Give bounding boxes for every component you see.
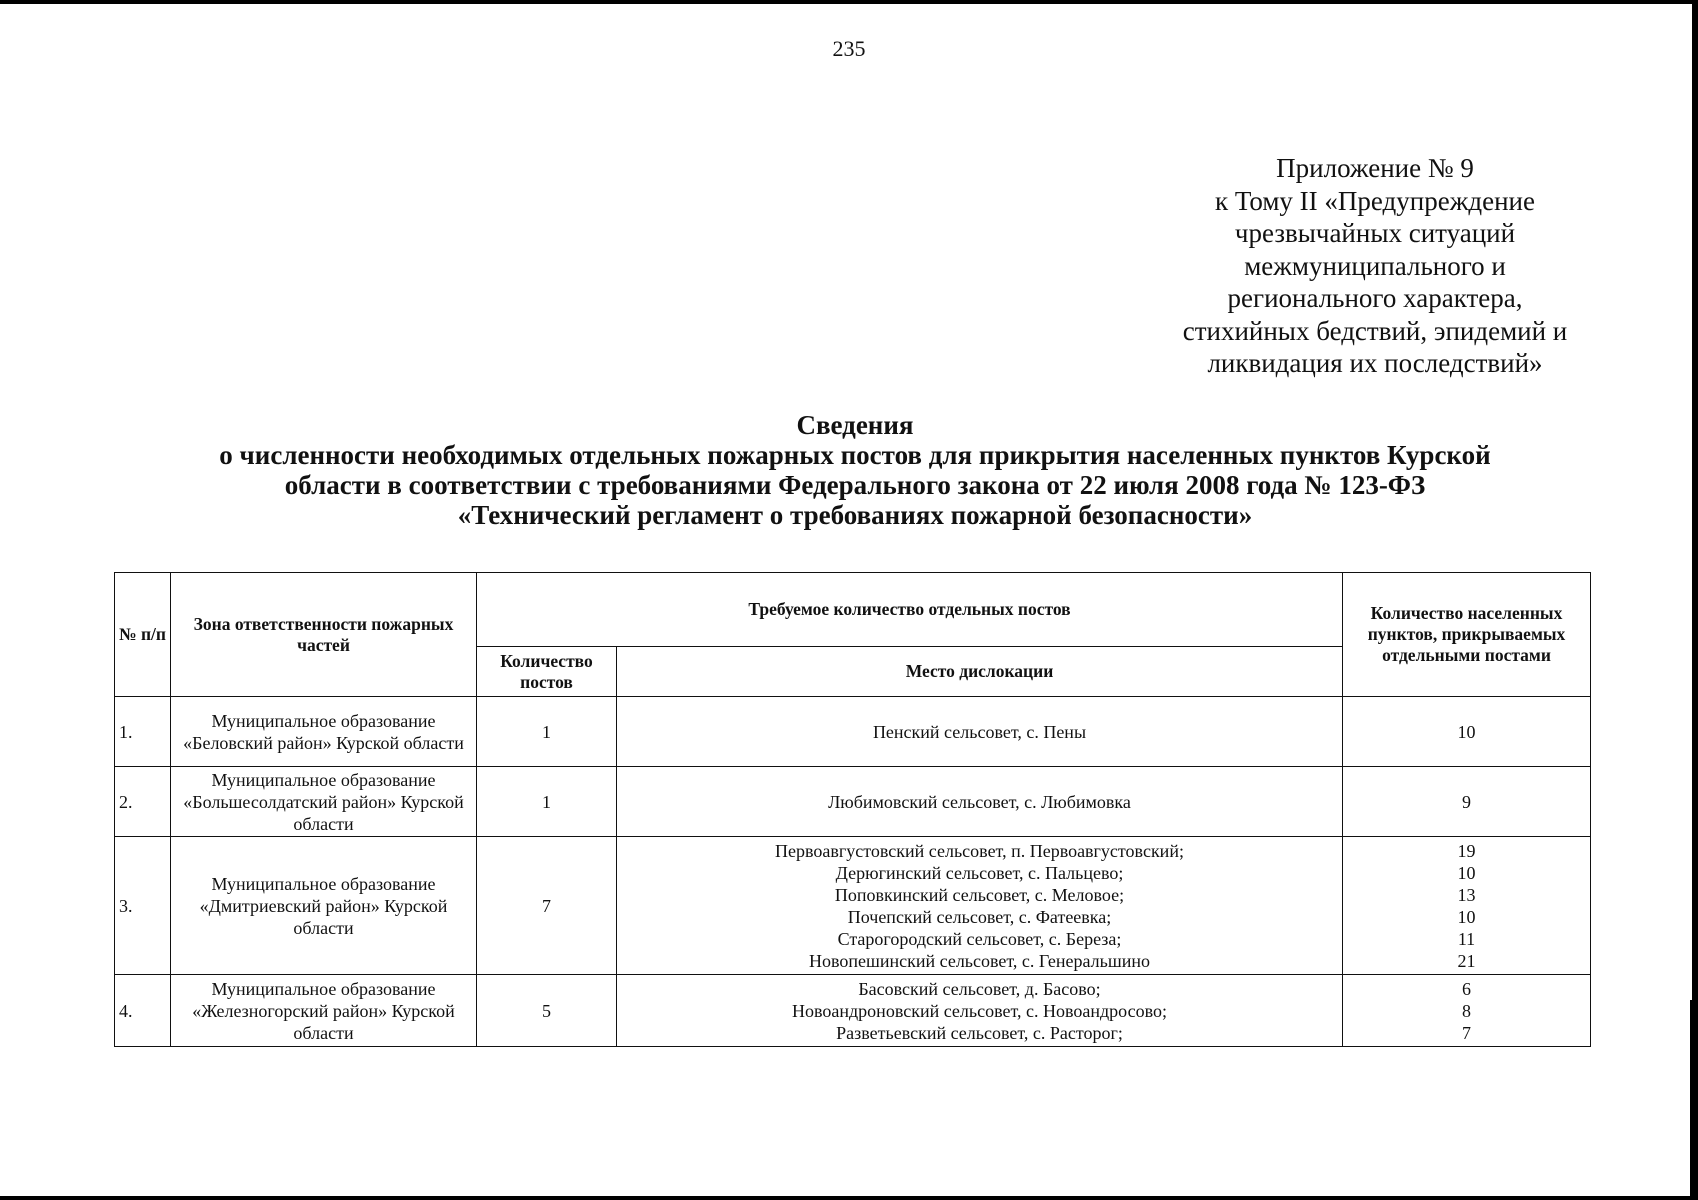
page-number: 235 <box>832 36 866 61</box>
header-zone: Зона ответственности пожарных частей <box>171 573 477 697</box>
table-row <box>115 697 1591 767</box>
header-count: Количество постов <box>477 647 617 697</box>
location-line: Любимовский сельсовет, с. Любимовка <box>828 791 1131 812</box>
row-post-count: 1 <box>477 767 617 837</box>
row-zone: Муниципальное образование «Железногорский район» Курской области <box>171 975 477 1047</box>
row-zone: Муниципальное образование «Беловский район» Курской области <box>171 697 477 767</box>
appendix-line: стихийных бедствий, эпидемий и <box>1182 315 1568 346</box>
title-line: о численности необходимых отдельных пожарных постов для прикрытия населенных пунктов Курской <box>219 440 1491 470</box>
table-row <box>115 837 1591 975</box>
header-num: № п/п <box>115 573 171 697</box>
row-locations <box>617 697 1343 767</box>
row-locations <box>617 975 1343 1047</box>
document-title <box>160 410 1550 530</box>
location-line: Новопешинский сельсовет, с. Генеральшино <box>809 950 1150 971</box>
appendix-line: Приложение № 9 <box>1276 153 1474 183</box>
scan-border-bottom <box>0 1196 1698 1200</box>
settlement-count: 11 <box>1457 928 1476 949</box>
row-number: 1. <box>115 697 171 767</box>
row-post-count: 1 <box>477 697 617 767</box>
title-line: области в соответствии с требованиями Федерального закона от 22 июля 2008 года № 123-ФЗ <box>284 470 1426 500</box>
table-row <box>115 767 1591 837</box>
appendix-note <box>1160 152 1590 380</box>
table-row <box>115 975 1591 1047</box>
fire-posts-table <box>114 572 1591 1047</box>
header-location: Место дислокации <box>617 647 1343 697</box>
location-line: Старогородский сельсовет, с. Береза; <box>837 928 1122 949</box>
settlement-count: 9 <box>1462 791 1471 812</box>
location-line: Новоандроновский сельсовет, с. Новоандросово; <box>792 1000 1167 1021</box>
row-settlements <box>1343 697 1591 767</box>
location-line: Поповкинский сельсовет, с. Меловое; <box>834 884 1125 905</box>
appendix-line: ликвидация их последствий» <box>1207 348 1543 378</box>
row-number: 2. <box>115 767 171 837</box>
appendix-line: чрезвычайных ситуаций <box>1234 218 1516 248</box>
row-post-count: 5 <box>477 975 617 1047</box>
settlement-count: 13 <box>1457 884 1476 905</box>
header-settlements: Количество населенных пунктов, прикрываемых отдельными постами <box>1343 573 1591 697</box>
appendix-line: регионального характера, <box>1227 283 1523 313</box>
settlement-count: 10 <box>1457 906 1476 927</box>
location-line: Разветьевский сельсовет, с. Расторог; <box>836 1022 1123 1043</box>
location-line: Почепский сельсовет, с. Фатеевка; <box>847 906 1112 927</box>
row-locations <box>617 837 1343 975</box>
row-number: 3. <box>115 837 171 975</box>
header-required: Требуемое количество отдельных постов <box>477 573 1343 647</box>
title-line: «Технический регламент о требованиях пожарной безопасности» <box>457 500 1253 530</box>
location-line: Дерюгинский сельсовет, с. Пальцево; <box>835 862 1124 883</box>
row-zone: Муниципальное образование «Большесолдатский район» Курской области <box>171 767 477 837</box>
row-settlements <box>1343 837 1591 975</box>
appendix-line: межмуниципального и <box>1244 250 1506 281</box>
row-locations <box>617 767 1343 837</box>
row-post-count: 7 <box>477 837 617 975</box>
settlement-count: 10 <box>1457 721 1476 742</box>
settlement-count: 7 <box>1462 1022 1471 1043</box>
scan-border-right-lower <box>1690 1000 1698 1200</box>
location-line: Пенский сельсовет, с. Пены <box>872 721 1087 742</box>
scan-border-top <box>0 0 1698 4</box>
location-line: Басовский сельсовет, д. Басово; <box>858 978 1101 999</box>
location-line: Первоавгустовский сельсовет, п. Первоавгустовский; <box>775 840 1184 861</box>
settlement-count: 6 <box>1462 978 1471 999</box>
row-number: 4. <box>115 975 171 1047</box>
appendix-line: к Тому II «Предупреждение <box>1215 185 1535 216</box>
row-settlements <box>1343 975 1591 1047</box>
settlement-count: 21 <box>1457 950 1476 971</box>
row-settlements <box>1343 767 1591 837</box>
settlement-count: 10 <box>1457 862 1476 883</box>
settlement-count: 19 <box>1457 840 1476 861</box>
title-heading: Сведения <box>796 410 914 440</box>
settlement-count: 8 <box>1462 1000 1471 1021</box>
row-zone: Муниципальное образование «Дмитриевский район» Курской области <box>171 837 477 975</box>
